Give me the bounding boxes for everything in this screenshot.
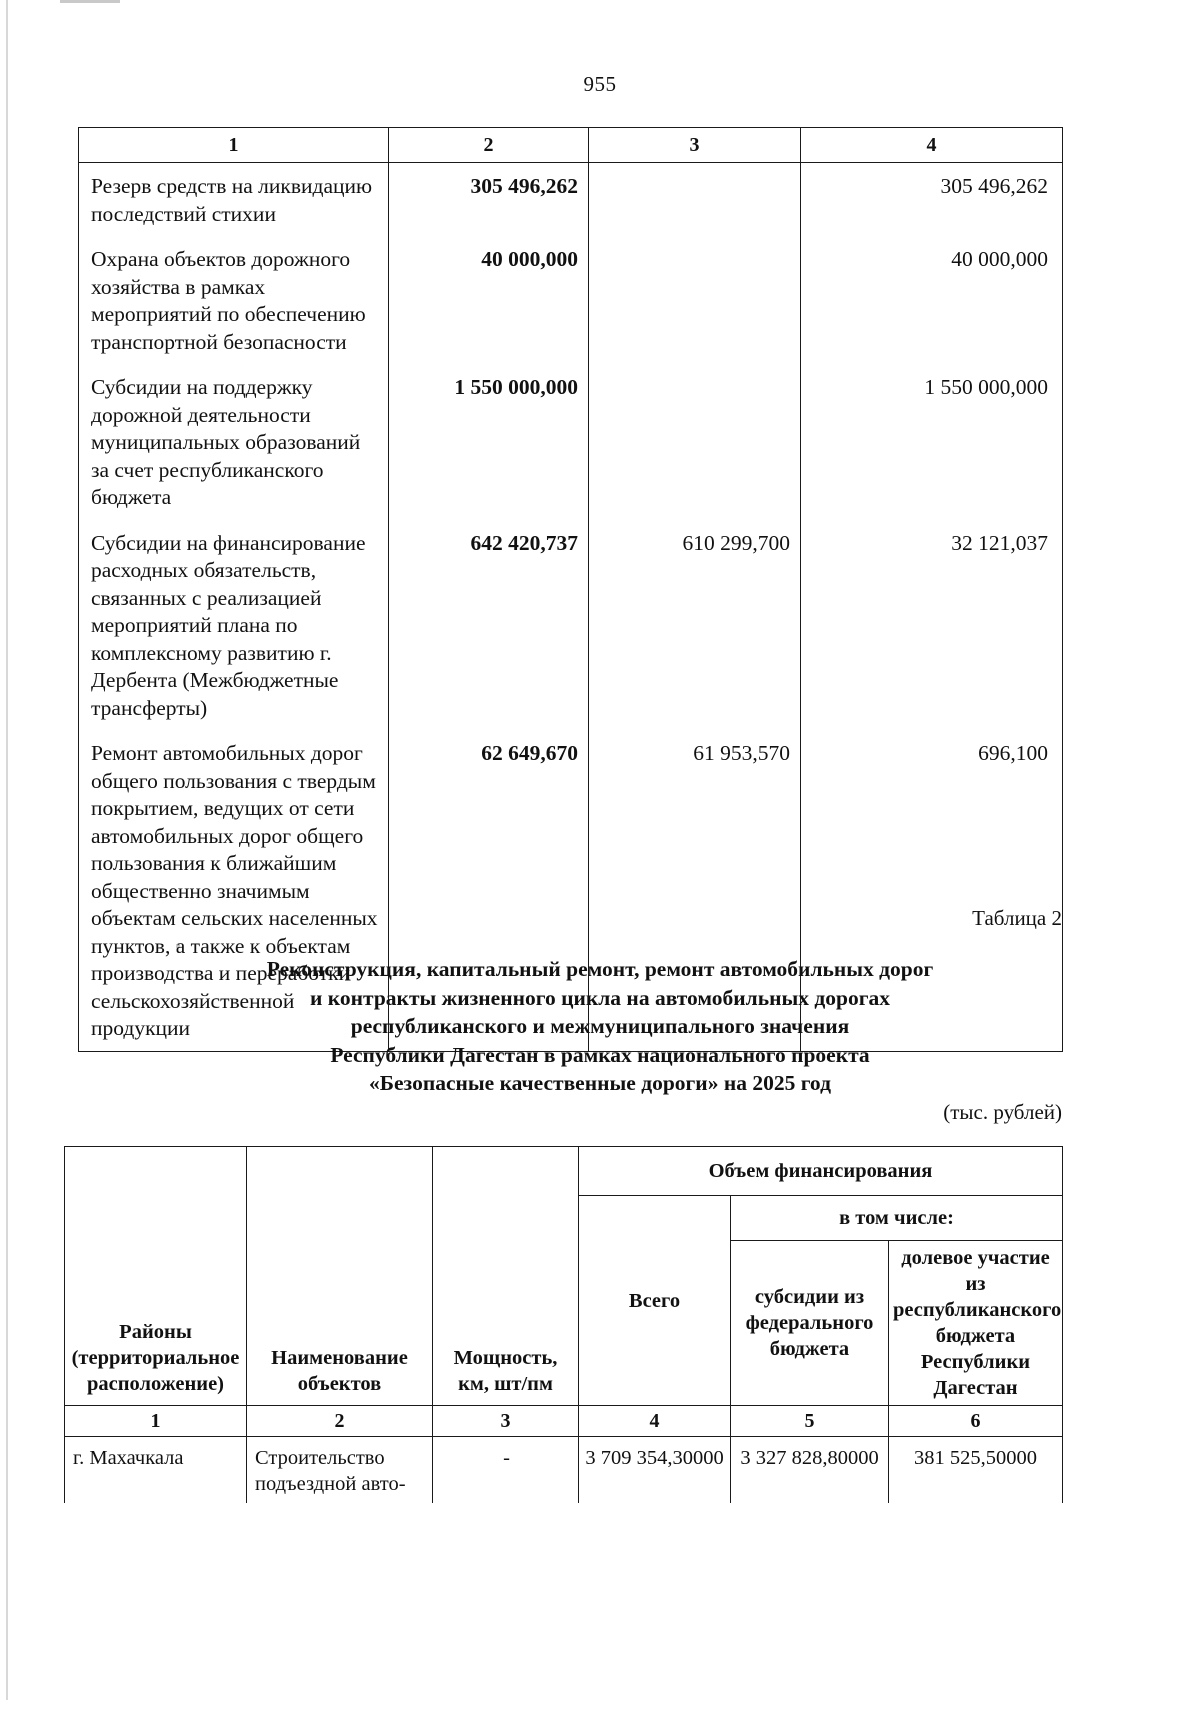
table2-colnum-3: 3 — [433, 1406, 579, 1437]
table2-title — [0, 955, 1200, 1098]
table2-title-line-1: Реконструкция, капитальный ремонт, ремонт автомобильных дорог — [266, 957, 934, 981]
table2-units-label: (тыс. рублей) — [943, 1100, 1062, 1124]
table2-colnum-6: 6 — [889, 1406, 1063, 1437]
table2-header-federal-subsidy: субсидии из федерального бюджета — [731, 1241, 889, 1406]
table1-row-name: Резерв средств на ликвидацию последствий стихии — [79, 163, 389, 237]
table2-cell-republic: 381 525,50000 — [889, 1437, 1063, 1504]
table2-cell-federal: 3 327 828,80000 — [731, 1437, 889, 1504]
table1-row-name: Субсидии на поддержку дорожной деятельности муниципальных образований за счет республиканского бюджета — [79, 364, 389, 520]
table1-row-col2: 62 649,670 — [389, 730, 589, 1051]
table2-cell-object: Строительство подъездной авто- — [247, 1437, 433, 1504]
page-number: 955 — [583, 72, 617, 96]
table2-column-number-row — [65, 1406, 1063, 1437]
table1-colnum-1: 1 — [79, 128, 389, 163]
table1-column-number-row — [79, 128, 1063, 163]
table1-row-col3: 61 953,570 — [589, 730, 801, 1051]
table1-row-col4: 696,100 — [801, 730, 1063, 1051]
table2-header-row-1 — [65, 1147, 1063, 1196]
table1-colnum-3: 3 — [589, 128, 801, 163]
table2-header-including: в том числе: — [731, 1196, 1063, 1241]
table1-row-col4: 40 000,000 — [801, 236, 1063, 364]
table2-title-line-2: и контракты жизненного цикла на автомобильных дорогах — [310, 985, 890, 1010]
table-row — [79, 364, 1063, 520]
table2-label: Таблица 2 — [972, 906, 1062, 930]
table2-header-capacity: Мощность, км, шт/пм — [433, 1147, 579, 1406]
table1-row-col3 — [589, 364, 801, 520]
table1-row-col3 — [589, 163, 801, 237]
table1-row-col2: 40 000,000 — [389, 236, 589, 364]
table2-colnum-4: 4 — [579, 1406, 731, 1437]
table2-title-line-4: Республики Дагестан в рамках национального проекта — [330, 1042, 870, 1067]
table-row — [79, 163, 1063, 237]
table2-colnum-1: 1 — [65, 1406, 247, 1437]
scan-speck — [60, 0, 120, 3]
table2-header-republic-share: долевое участие из республиканского бюджета Республики Дагестан — [889, 1241, 1063, 1406]
table-row — [79, 520, 1063, 731]
table1-row-col4: 1 550 000,000 — [801, 364, 1063, 520]
table1-row-col2: 1 550 000,000 — [389, 364, 589, 520]
table2-cell-capacity: - — [433, 1437, 579, 1504]
table2-header-financing-volume: Объем финансирования — [579, 1147, 1063, 1196]
table1-colnum-4: 4 — [801, 128, 1063, 163]
road-projects-table — [64, 1146, 1063, 1503]
page-bottom-clip — [0, 1700, 1200, 1720]
table2-header-total: Всего — [579, 1196, 731, 1406]
table1-row-col4: 305 496,262 — [801, 163, 1063, 237]
table2-title-line-5: «Безопасные качественные дороги» на 2025 год — [369, 1071, 831, 1095]
table2-cell-district: г. Махачкала — [65, 1437, 247, 1504]
table2-header-objects: Наименование объектов — [247, 1147, 433, 1406]
table2-title-line-3: республиканского и межмуниципального значения — [350, 1014, 850, 1038]
scan-edge-artifact — [6, 0, 8, 1720]
table1-row-col3 — [589, 236, 801, 364]
table1-row-col4: 32 121,037 — [801, 520, 1063, 731]
table1-row-name: Ремонт автомобильных дорог общего пользования с твердым покрытием, ведущих от сети автомобильных дорог общего пользования к ближайшим общественно значимым объектам сельских населенных пунктов, а также к объектам производства и переработки сельскохозяйственной продукции — [79, 730, 389, 1051]
table-row — [65, 1437, 1063, 1504]
table2-header-districts: Районы (территориальное расположение) — [65, 1147, 247, 1406]
table1-row-col2: 642 420,737 — [389, 520, 589, 731]
table2-cell-total: 3 709 354,30000 — [579, 1437, 731, 1504]
table1-row-col2: 305 496,262 — [389, 163, 589, 237]
table2-colnum-2: 2 — [247, 1406, 433, 1437]
table1-row-name: Охрана объектов дорожного хозяйства в рамках мероприятий по обеспечению транспортной безопасности — [79, 236, 389, 364]
table1-row-name: Субсидии на финансирование расходных обязательств, связанных с реализацией мероприятий плана по комплексному развитию г. Дербента (Межбюджетные трансферты) — [79, 520, 389, 731]
table1-colnum-2: 2 — [389, 128, 589, 163]
table1-row-col3: 610 299,700 — [589, 520, 801, 731]
table-row — [79, 236, 1063, 364]
table2-colnum-5: 5 — [731, 1406, 889, 1437]
